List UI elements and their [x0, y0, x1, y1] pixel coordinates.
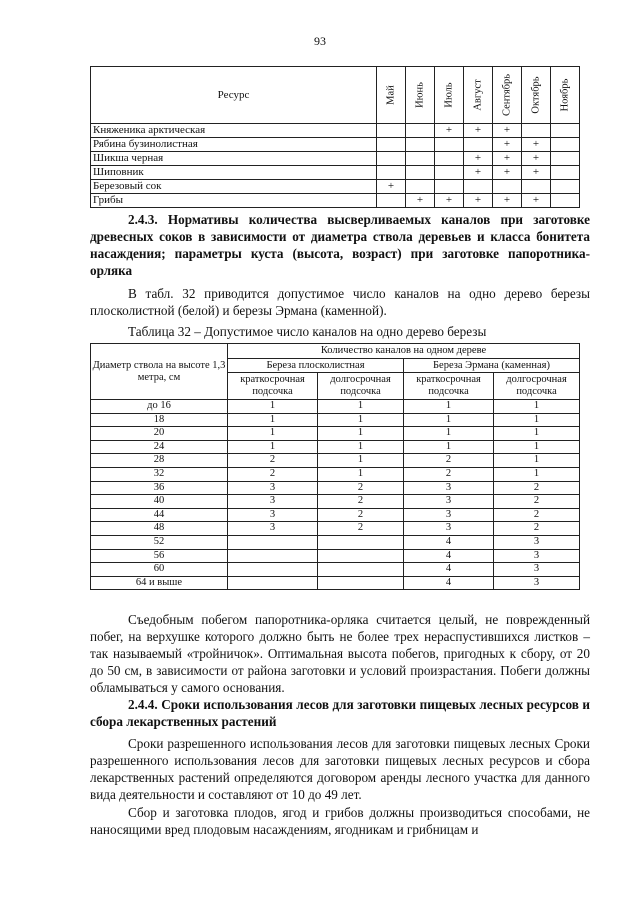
resource-header: Ресурс — [91, 67, 377, 124]
month-header: Сентябрь — [493, 67, 522, 124]
channels-cell: 2 — [318, 495, 404, 509]
channels-cell: 1 — [228, 413, 318, 427]
channels-cell: 2 — [318, 522, 404, 536]
tapping-type-header: краткосрочная подсочка — [404, 373, 494, 400]
season-mark — [377, 138, 406, 152]
channels-cell: 1 — [318, 467, 404, 481]
tapping-type-header: краткосрочная подсочка — [228, 373, 318, 400]
diameter-cell: 48 — [91, 522, 228, 536]
season-mark — [464, 138, 493, 152]
channels-cell: 2 — [228, 454, 318, 468]
season-mark — [435, 138, 464, 152]
season-mark: + — [435, 124, 464, 138]
section-2-4-3-paragraph: В табл. 32 приводится допустимое число каналов на одно дерево березы плосколистной (белой) и березы Эрмана (каменной). — [90, 286, 590, 318]
channels-cell: 1 — [228, 400, 318, 414]
resource-name: Шикша черная — [91, 152, 377, 166]
season-mark: + — [464, 166, 493, 180]
resources-table — [90, 66, 580, 208]
season-mark — [551, 124, 580, 138]
channels-group-header: Количество каналов на одном дереве — [228, 344, 580, 359]
season-mark: + — [522, 166, 551, 180]
channels-cell: 3 — [494, 535, 580, 549]
season-mark — [377, 152, 406, 166]
channels-cell: 3 — [494, 549, 580, 563]
channels-cell: 4 — [404, 576, 494, 590]
diameter-cell: 18 — [91, 413, 228, 427]
season-mark — [435, 152, 464, 166]
page-number: 93 — [314, 34, 326, 48]
season-mark — [377, 194, 406, 208]
table-row — [91, 535, 580, 549]
season-mark — [406, 152, 435, 166]
channels-cell — [318, 563, 404, 577]
table-row — [91, 549, 580, 563]
diameter-cell: 24 — [91, 440, 228, 454]
channels-cell: 4 — [404, 563, 494, 577]
table-row — [91, 454, 580, 468]
channels-cell: 1 — [494, 467, 580, 481]
channels-cell: 1 — [318, 454, 404, 468]
channels-cell: 1 — [494, 427, 580, 441]
month-header: Июль — [435, 67, 464, 124]
table-row — [91, 413, 580, 427]
table-row — [91, 508, 580, 522]
season-mark — [551, 194, 580, 208]
season-mark — [551, 180, 580, 194]
season-mark — [435, 166, 464, 180]
resource-name: Березовый сок — [91, 180, 377, 194]
season-mark — [522, 180, 551, 194]
table-header-row — [91, 344, 580, 359]
season-mark — [551, 166, 580, 180]
table-row — [91, 152, 580, 166]
season-mark — [551, 138, 580, 152]
channels-cell: 2 — [494, 522, 580, 536]
channels-cell: 4 — [404, 549, 494, 563]
diameter-cell: 52 — [91, 535, 228, 549]
channels-cell: 1 — [318, 413, 404, 427]
season-mark: + — [406, 194, 435, 208]
channels-cell — [228, 535, 318, 549]
channels-cell — [228, 576, 318, 590]
table-row — [91, 166, 580, 180]
channels-cell: 2 — [228, 467, 318, 481]
channels-cell — [318, 549, 404, 563]
section-2-4-4-paragraph: Сроки разрешенного использования лесов для заготовки пищевых лесных Сроки разрешенного использования лесов для заготовки пищевых лесных ресурсов и сбора лекарственных растений определяются договором аренды лесного участка для данного вида деятельности и составляют от 10 до 49 лет. — [90, 736, 590, 802]
table-row — [91, 124, 580, 138]
season-mark: + — [493, 152, 522, 166]
channels-cell: 1 — [228, 440, 318, 454]
table-row — [91, 400, 580, 414]
diameter-cell: 36 — [91, 481, 228, 495]
month-header: Октябрь — [522, 67, 551, 124]
season-mark — [522, 124, 551, 138]
channels-cell: 3 — [228, 508, 318, 522]
diameter-cell: 40 — [91, 495, 228, 509]
channels-cell: 1 — [404, 440, 494, 454]
channels-cell: 1 — [494, 413, 580, 427]
season-mark: + — [522, 194, 551, 208]
season-mark — [377, 166, 406, 180]
channels-cell: 1 — [494, 400, 580, 414]
month-header: Май — [377, 67, 406, 124]
season-mark: + — [493, 194, 522, 208]
channels-cell — [318, 535, 404, 549]
resource-name: Грибы — [91, 194, 377, 208]
channels-cell: 2 — [318, 508, 404, 522]
channels-cell: 1 — [318, 427, 404, 441]
season-mark — [464, 180, 493, 194]
channels-cell: 3 — [228, 522, 318, 536]
channels-cell: 3 — [494, 563, 580, 577]
diameter-cell: 64 и выше — [91, 576, 228, 590]
table-row — [91, 180, 580, 194]
tapping-type-header: долгосрочная подсочка — [494, 373, 580, 400]
season-mark: + — [377, 180, 406, 194]
diameter-cell: 44 — [91, 508, 228, 522]
season-mark: + — [493, 124, 522, 138]
table-header-row — [91, 67, 580, 124]
table-row — [91, 495, 580, 509]
resource-name: Шиповник — [91, 166, 377, 180]
channels-cell: 1 — [404, 413, 494, 427]
channels-cell: 3 — [404, 481, 494, 495]
channels-cell: 1 — [318, 440, 404, 454]
section-2-4-4-heading: 2.4.4. Сроки использования лесов для заготовки пищевых лесных ресурсов и сбора лекарственных растений — [90, 697, 590, 729]
table-row — [91, 467, 580, 481]
month-header: Июнь — [406, 67, 435, 124]
channels-cell: 1 — [404, 427, 494, 441]
table-32 — [90, 343, 580, 590]
species-header: Береза плосколистная — [228, 359, 404, 373]
tapping-type-header: долгосрочная подсочка — [318, 373, 404, 400]
channels-cell: 2 — [404, 467, 494, 481]
channels-cell — [228, 563, 318, 577]
channels-cell — [228, 549, 318, 563]
channels-cell: 2 — [494, 495, 580, 509]
table-row — [91, 576, 580, 590]
section-2-4-4-paragraph-2: Сбор и заготовка плодов, ягод и грибов должны производиться способами, не наносящими вред плодовым насаждениям, ягодникам и грибницам и — [90, 805, 590, 837]
season-mark: + — [464, 194, 493, 208]
season-mark — [435, 180, 464, 194]
table-32-caption: Таблица 32 – Допустимое число каналов на одно дерево березы — [128, 324, 487, 339]
resource-name: Княженика арктическая — [91, 124, 377, 138]
channels-cell: 3 — [228, 495, 318, 509]
section-2-4-3-heading: 2.4.3. Нормативы количества высверливаемых каналов при заготовке древесных соков в зависимости от диаметра ствола деревьев и класса бонитета насаждения; параметры куста (высота, возраст) при заготовке папоротника-орляка — [90, 212, 590, 278]
channels-cell: 2 — [494, 508, 580, 522]
season-mark: + — [435, 194, 464, 208]
channels-cell: 1 — [318, 400, 404, 414]
channels-cell: 1 — [494, 440, 580, 454]
season-mark: + — [493, 138, 522, 152]
fern-paragraph: Съедобным побегом папоротника-орляка считается целый, не поврежденный побег, на верхушке которого должно быть не более трех нераспустившихся листков – так называемый «тройничок». Оптимальная высота побегов, пригодных к сбору, от 20 до 50 см, в зависимости от района заготовки и условий произрастания. Побеги должны обламываться у самого основания. — [90, 612, 590, 695]
diameter-cell: 20 — [91, 427, 228, 441]
channels-cell: 3 — [404, 495, 494, 509]
diameter-header: Диаметр ствола на высоте 1,3 метра, см — [91, 344, 228, 400]
table-row — [91, 481, 580, 495]
channels-cell: 3 — [404, 508, 494, 522]
month-header: Ноябрь — [551, 67, 580, 124]
season-mark — [406, 180, 435, 194]
season-mark — [406, 124, 435, 138]
channels-cell: 3 — [228, 481, 318, 495]
season-mark: + — [493, 166, 522, 180]
channels-cell — [318, 576, 404, 590]
table-row — [91, 427, 580, 441]
season-mark — [493, 180, 522, 194]
species-header: Береза Эрмана (каменная) — [404, 359, 580, 373]
channels-cell: 2 — [318, 481, 404, 495]
table-row — [91, 522, 580, 536]
diameter-cell: 32 — [91, 467, 228, 481]
diameter-cell: 60 — [91, 563, 228, 577]
channels-cell: 2 — [404, 454, 494, 468]
resource-name: Рябина бузинолистная — [91, 138, 377, 152]
season-mark — [551, 152, 580, 166]
channels-cell: 3 — [404, 522, 494, 536]
channels-cell: 2 — [494, 481, 580, 495]
season-mark — [377, 124, 406, 138]
channels-cell: 1 — [228, 427, 318, 441]
diameter-cell: до 16 — [91, 400, 228, 414]
table-row — [91, 138, 580, 152]
table-row — [91, 194, 580, 208]
season-mark: + — [464, 152, 493, 166]
season-mark — [406, 138, 435, 152]
month-header: Август — [464, 67, 493, 124]
channels-cell: 1 — [494, 454, 580, 468]
table-row — [91, 563, 580, 577]
season-mark: + — [522, 138, 551, 152]
season-mark: + — [464, 124, 493, 138]
diameter-cell: 28 — [91, 454, 228, 468]
season-mark: + — [522, 152, 551, 166]
channels-cell: 1 — [404, 400, 494, 414]
channels-cell: 3 — [494, 576, 580, 590]
table-row — [91, 440, 580, 454]
diameter-cell: 56 — [91, 549, 228, 563]
season-mark — [406, 166, 435, 180]
channels-cell: 4 — [404, 535, 494, 549]
